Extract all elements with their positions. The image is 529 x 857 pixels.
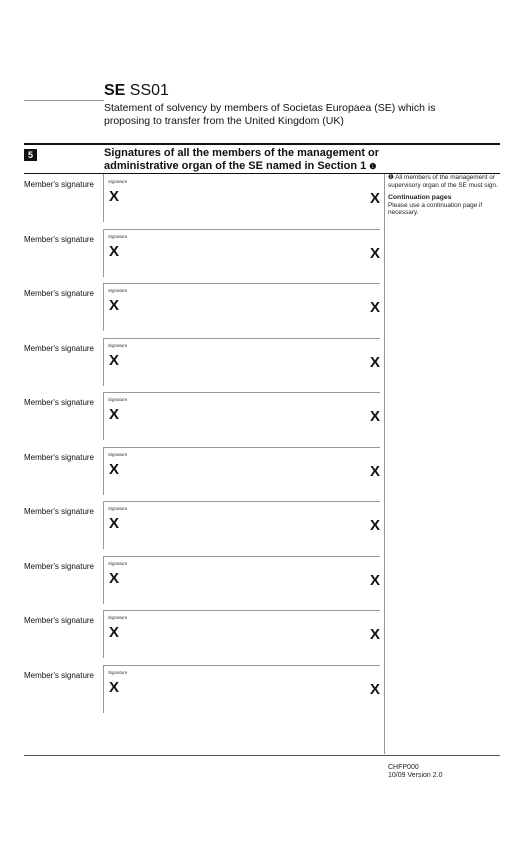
signature-mark-right: X [370,353,381,371]
signature-mark-right: X [370,571,381,589]
signature-row [24,556,386,610]
signature-box[interactable] [103,338,380,386]
signature-mark-left: X [109,515,120,532]
signature-row [24,392,386,446]
signature-mark-left: X [109,188,120,205]
signature-mark-right: X [370,244,381,262]
signature-row [24,229,386,283]
signature-field-label: Signature [108,179,128,184]
member-signature-label: Member's signature [24,343,94,353]
signature-box[interactable] [103,665,380,713]
signature-mark-right: X [370,462,381,480]
signature-mark-right: X [370,517,381,534]
signature-box[interactable] [103,283,380,331]
signature-field-label: Signature [108,669,128,675]
signature-mark-right: X [370,680,381,698]
member-signature-label: Member's signature [24,507,94,516]
sidebar-notes [388,174,498,222]
signature-mark-left: X [109,624,120,641]
member-signature-label: Member's signature [24,561,94,571]
signature-box[interactable] [103,501,380,549]
section-number: 5 [24,149,37,161]
continuation-heading: Continuation pages [388,194,452,201]
signature-field-label: Signature [108,397,128,402]
signature-row [24,338,386,392]
footer [388,764,443,780]
footer-code: CHFP000 [388,764,419,771]
signature-row [24,283,386,337]
member-signature-label: Member's signature [24,670,94,680]
member-signature-label: Member's signature [24,289,94,298]
signature-box[interactable] [103,229,380,277]
signature-mark-left: X [109,242,120,260]
member-signature-label: Member's signature [24,180,94,189]
signature-mark-left: X [109,460,120,478]
signature-field-label: Signature [108,615,128,620]
member-signature-label: Member's signature [24,452,94,462]
signature-field-label: Signature [108,451,128,457]
signature-box[interactable] [103,392,380,440]
signature-mark-right: X [370,626,381,643]
signature-field-label: Signature [108,233,128,239]
signature-mark-left: X [109,678,120,696]
bottom-rule [24,755,500,756]
signature-mark-left: X [109,569,120,587]
signature-field-label: Signature [108,342,128,348]
signature-field-label: Signature [108,506,128,511]
continuation-text: Please use a continuation page if necessary. [388,201,483,216]
header-separator [24,100,104,101]
section-top-rule [24,143,500,145]
signature-field-label: Signature [108,288,128,293]
form-code-suffix: SS01 [129,82,169,99]
signature-row [24,610,386,664]
signature-box[interactable] [103,610,380,658]
form-code-prefix: SE [104,82,126,99]
form-title: Statement of solvency by members of Societas Europaea (SE) which is proposing to transfer from the United Kingdom (UK) [104,102,436,127]
footer-version: 10/09 Version 2.0 [388,772,443,779]
section-title [104,147,394,173]
signature-row [24,501,386,555]
signature-mark-right: X [370,408,381,425]
signature-field-label: Signature [108,560,128,566]
member-signature-label: Member's signature [24,398,94,407]
signature-row [24,447,386,501]
info-icon: ❶ [369,162,377,171]
signature-row [24,665,386,719]
member-signature-label: Member's signature [24,234,94,244]
section-title-text: Signatures of all the members of the management or administrative organ of the SE named in Section 1 [104,147,380,172]
signature-box[interactable] [103,447,380,495]
signature-mark-left: X [109,297,120,314]
signature-box[interactable] [103,556,380,604]
member-signature-label: Member's signature [24,616,94,625]
signature-mark-right: X [370,190,381,207]
signature-row [24,174,386,228]
form-code [104,82,169,100]
signature-mark-left: X [109,351,120,369]
signature-mark-left: X [109,406,120,423]
sidebar-note: ❶ All members of the management or supervisory organ of the SE must sign. [388,174,498,189]
signature-box[interactable] [103,174,380,222]
signature-mark-right: X [370,299,381,316]
